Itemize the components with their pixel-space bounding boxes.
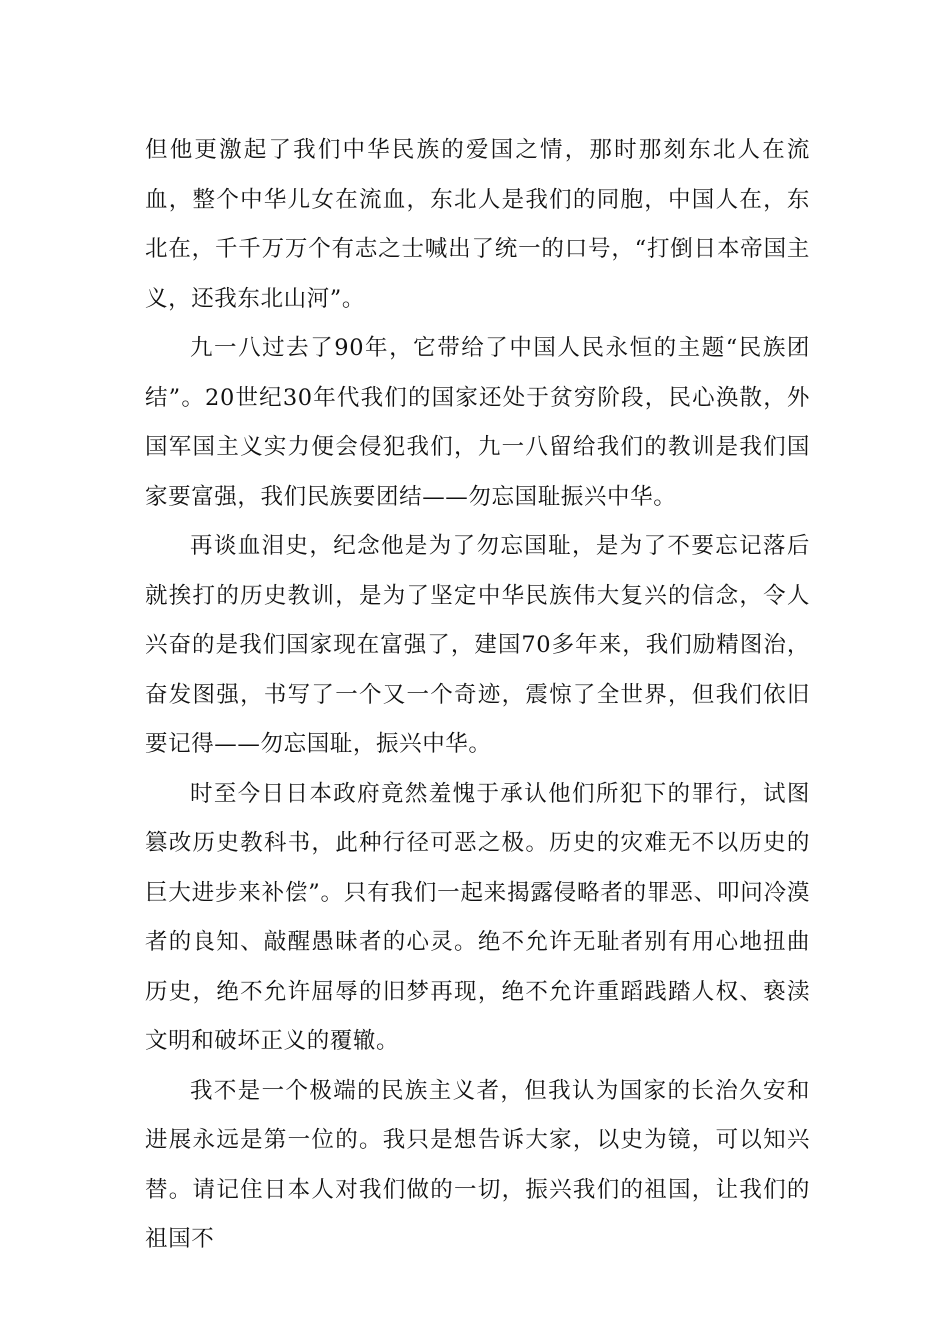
paragraph-2: 九一八过去了90年，它带给了中国人民永恒的主题“民族团结”。20世纪30年代我们的国家还处于贫穷阶段，民心涣散，外国军国主义实力便会侵犯我们，九一八留给我们的教训是我们国家要富强，我们民族要团结——勿忘国耻振兴中华。 <box>145 335 810 510</box>
document-body <box>145 126 810 1265</box>
paragraph-4: 时至今日日本政府竟然羞愧于承认他们所犯下的罪行，试图篡改历史教科书，此种行径可恶之极。历史的灾难无不以历史的巨大进步来补偿”。只有我们一起来揭露侵略者的罪恶、叩问冷漠者的良知、敲醒愚昧者的心灵。绝不允许无耻者别有用心地扭曲历史，绝不允许屈辱的旧梦再现，绝不允许重蹈践踏人权、亵渎文明和破坏正义的覆辙。 <box>145 780 810 1054</box>
paragraph-1: 但他更激起了我们中华民族的爱国之情，那时那刻东北人在流血，整个中华儿女在流血，东北人是我们的同胞，中国人在，东北在，千千万万个有志之士喊出了统一的口号，“打倒日本帝国主义，还我东北山河”。 <box>145 137 810 312</box>
paragraph-5: 我不是一个极端的民族主义者，但我认为国家的长治久安和进展永远是第一位的。我只是想告诉大家，以史为镜，可以知兴替。请记住日本人对我们做的一切，振兴我们的祖国，让我们的祖国不 <box>145 1077 810 1252</box>
paragraph-3: 再谈血泪史，纪念他是为了勿忘国耻，是为了不要忘记落后就挨打的历史教训，是为了坚定中华民族伟大复兴的信念，令人兴奋的是我们国家现在富强了，建国70多年来，我们励精图治，奋发图强，书写了一个又一个奇迹，震惊了全世界，但我们依旧要记得——勿忘国耻，振兴中华。 <box>145 533 810 757</box>
